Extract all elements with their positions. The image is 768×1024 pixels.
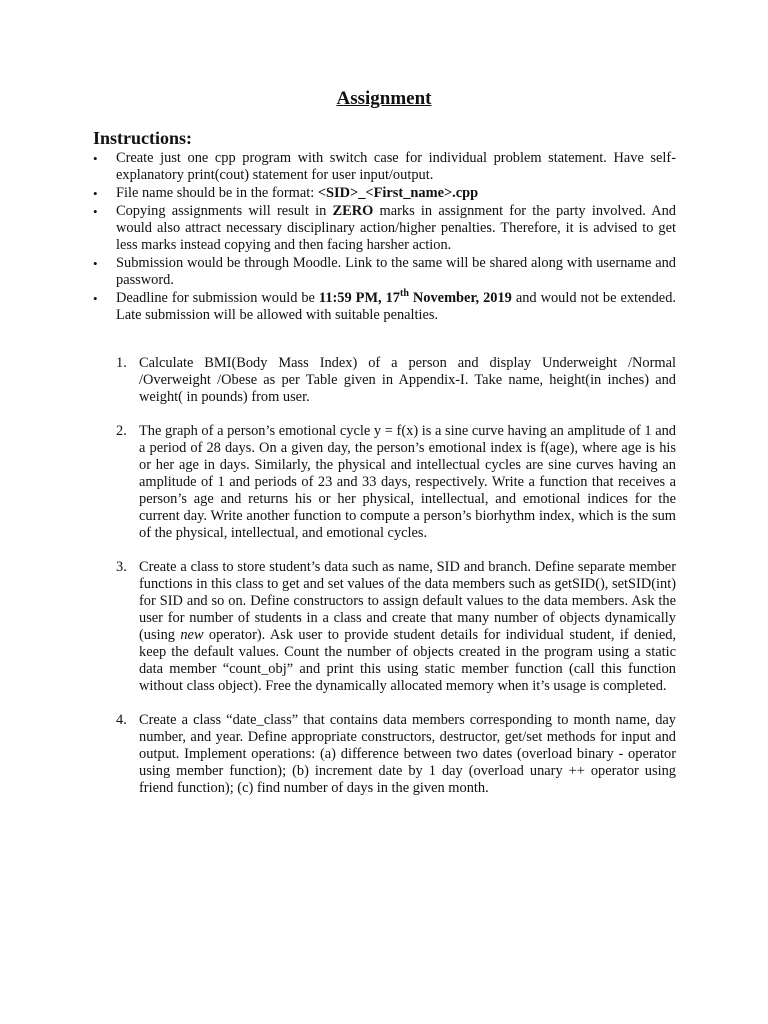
page-title: Assignment xyxy=(336,88,432,109)
instruction-item xyxy=(93,290,676,324)
instruction-text: Create just one cpp program with switch case for individual problem statement. Have self-explanatory print(cout) statement for user input/output. xyxy=(116,150,676,183)
problem-number: 4. xyxy=(116,712,127,728)
problem-number: 2. xyxy=(116,423,127,439)
bullet-icon: • xyxy=(93,256,98,271)
problem-list xyxy=(116,355,676,814)
deadline-time: 11:59 PM, 17 xyxy=(318,290,401,306)
zero-emphasis: ZERO xyxy=(332,203,374,219)
deadline-ordinal: th xyxy=(400,288,409,300)
problem-number: 1. xyxy=(116,355,127,371)
instruction-item xyxy=(93,150,676,184)
problem-text: Create a class to store student’s data such as name, SID and branch. Define separate member functions in this class to get and set values of the data members such as getSID(), setSID(int) for SID and so on. Define constructors to assign default values to the data members. Ask the user for number of students in a class and create that many number of objects dynamically (using xyxy=(139,559,676,643)
instruction-text: Deadline for submission would be xyxy=(116,290,319,306)
bullet-icon: • xyxy=(93,204,98,219)
instructions-heading: Instructions: xyxy=(93,128,193,148)
problem-number: 3. xyxy=(116,559,127,575)
instruction-text: File name should be in the format: xyxy=(116,185,318,201)
instruction-item xyxy=(93,203,676,254)
instructions-list xyxy=(93,150,676,325)
instruction-text: Copying assignments will result in xyxy=(116,203,333,219)
problem-item xyxy=(116,423,676,542)
filename-format: <SID>_<First_name>.cpp xyxy=(317,185,479,201)
problem-text: Calculate BMI(Body Mass Index) of a person and display Underweight /Normal /Overweight /Obese as per Table given in Appendix-I. Take name, height(in inches) and weight( in pounds) from user. xyxy=(139,355,676,405)
deadline-date: November, 2019 xyxy=(408,290,512,306)
instruction-item xyxy=(93,185,676,202)
problem-text: The graph of a person’s emotional cycle y = f(x) is a sine curve having an amplitude of 1 and a period of 28 days. On a given day, the person’s emotional index is f(age), where age is his or her age in days. Similarly, the physical and intellectual cycles are sine curves having an amplitude of 1 and periods of 23 and 33 days, respectively. Write a function that receives a person’s age and returns his or her physical, intellectual, and emotional indices for the current day. Write another function to compute a person’s biorhythm index, which is the sum of the physical, intellectual, and emotional cycles. xyxy=(139,423,676,541)
problem-text: operator). Ask user to provide student details for individual student, if denied, keep the default values. Count the number of objects created in the program using a static data member “count_obj” and print this using static member function (call this function without class object). Free the dynamically allocated memory when it’s usage is completed. xyxy=(139,627,677,694)
bullet-icon: • xyxy=(93,151,98,166)
instruction-text: marks in assignment for the party involved. And would also attract necessary disciplinary action/higher penalties. Therefore, it is advised to get less marks instead copying and then facing harsher action. xyxy=(116,203,676,253)
instruction-text: and would not be extended. Late submission will be allowed with suitable penalties. xyxy=(116,290,676,323)
instruction-text: Submission would be through Moodle. Link to the same will be shared along with username and password. xyxy=(116,255,676,288)
instruction-item xyxy=(93,255,676,289)
new-keyword: new xyxy=(180,627,204,643)
bullet-icon: • xyxy=(93,186,98,201)
problem-item xyxy=(116,355,676,406)
bullet-icon: • xyxy=(93,291,98,306)
problem-item xyxy=(116,559,676,695)
problem-text: Create a class “date_class” that contains data members corresponding to month name, day number, and year. Define appropriate constructors, destructor, get/set methods for input and output. Implement operations: (a) difference between two dates (overload binary - operator using member function); (b) increment date by 1 day (overload unary ++ operator using friend function); (c) find number of days in the given month. xyxy=(139,712,676,796)
problem-item xyxy=(116,712,676,797)
